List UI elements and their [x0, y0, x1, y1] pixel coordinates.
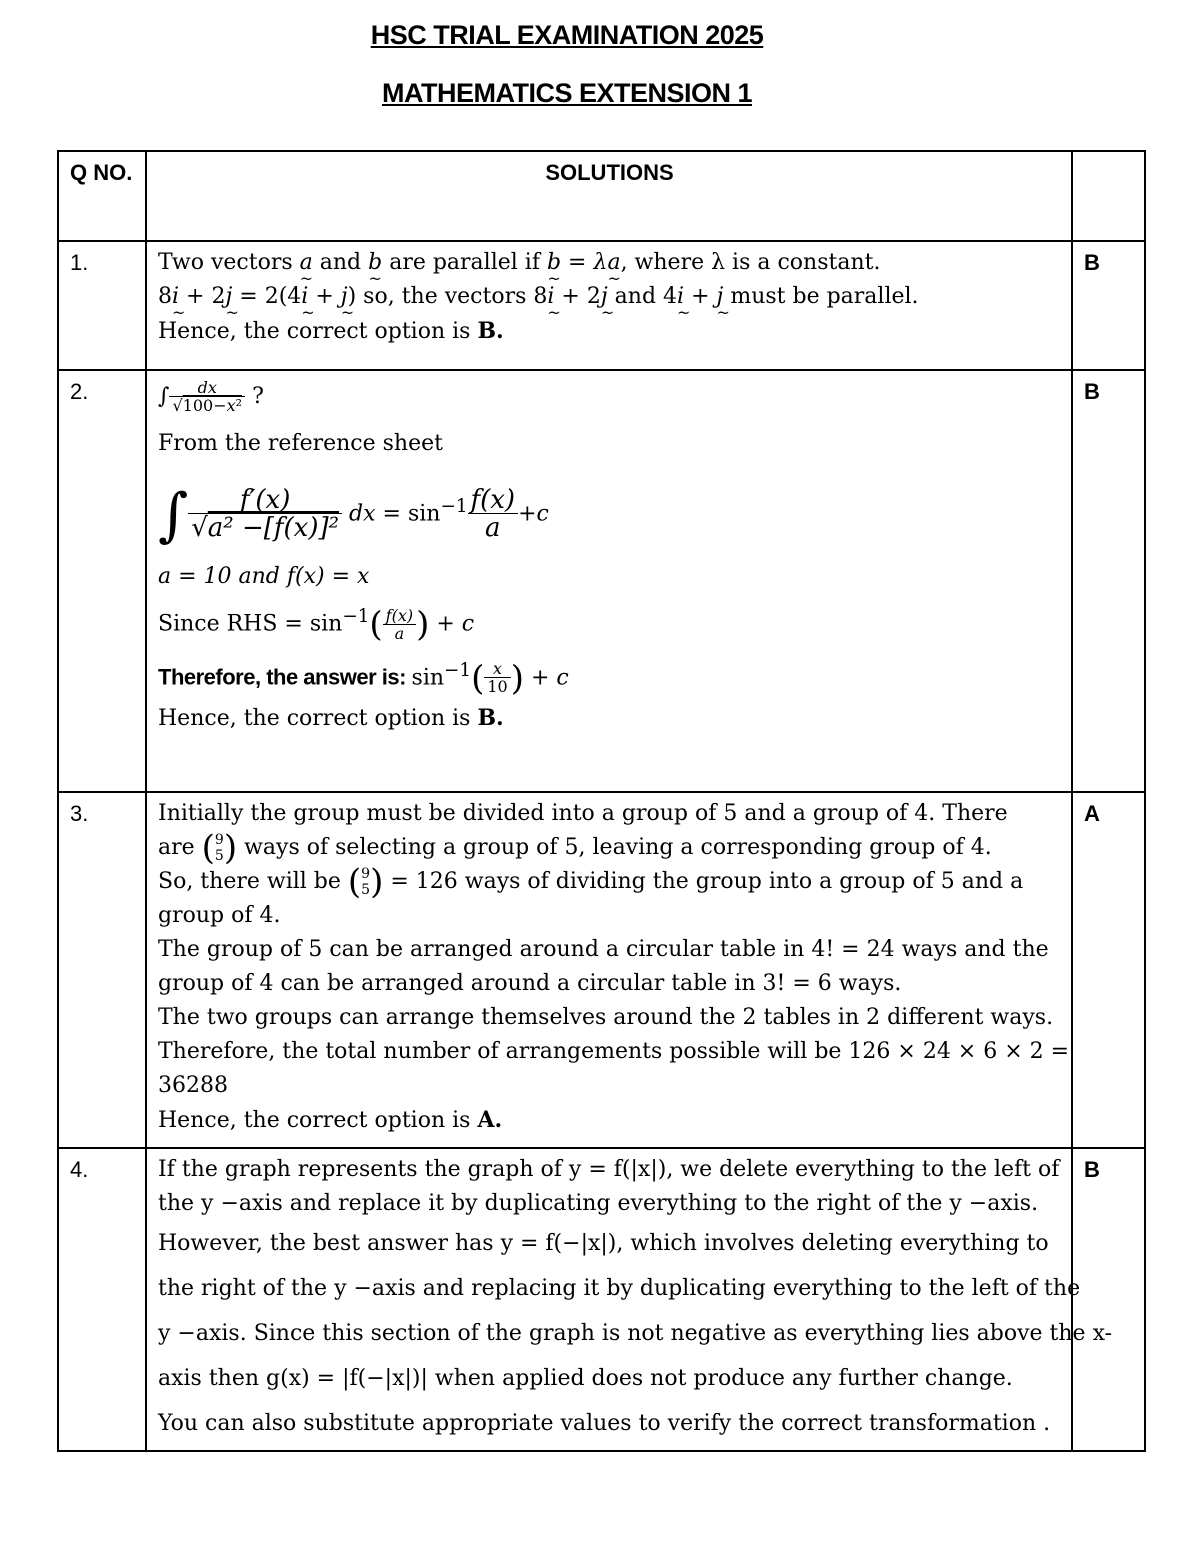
solution-line: are (9 5) ways of selecting a group of 5, leaving a corresponding group of 4.: [158, 828, 992, 868]
question-number: 3.: [58, 792, 146, 1148]
exam-subtitle: MATHEMATICS EXTENSION 1: [381, 78, 753, 108]
answer-cell: B: [1072, 241, 1145, 370]
solution-line: Hence, the correct option is A.: [158, 1107, 503, 1133]
solution-line: 36288: [158, 1073, 228, 1098]
table-row: [58, 1148, 1145, 1451]
answer-cell: B: [1072, 370, 1145, 792]
solution-cell: [146, 792, 1072, 1148]
solution-line: y −axis. Since this section of the graph is not negative as everything lies above the x-: [158, 1321, 1113, 1346]
solution-line: Two vectors a ~ and b ~ are parallel if b ~ = λa ~, where λ is a constant.: [158, 246, 1061, 280]
solution-line: The group of 5 can be arranged around a circular table in 4! = 24 ways and the: [158, 937, 1049, 962]
table-header-row: [58, 151, 1145, 241]
table-row: [58, 792, 1145, 1148]
solution-line: However, the best answer has y = f(−|x|), which involves deleting everything to: [158, 1231, 1049, 1256]
table-row: [58, 241, 1145, 370]
solution-line: Since RHS = $\sin^{-1}$( $\frac{f(x)}{a}$ ) + c: [158, 604, 475, 645]
solution-line: Therefore, the total number of arrangements possible will be 126 × 24 × 6 × 2 =: [158, 1039, 1070, 1064]
answer-cell: B: [1072, 1148, 1145, 1451]
header-qno: Q NO.: [58, 151, 146, 241]
solution-cell: [146, 370, 1072, 792]
reference-formula: ∫ $\frac{f'(x)}{\text{√a² −[f(x)]²}}$ dx = $\sin^{-1}$ $\frac{f(x)}{a}$ +c: [158, 480, 549, 549]
answer-cell: A: [1072, 792, 1145, 1148]
solution-line: So, there will be (9 5) = 126 ways of dividing the group into a group of 5 and a: [158, 862, 1024, 902]
solution-line: Initially the group must be divided into a group of 5 and a group of 4. There: [158, 801, 1008, 826]
solutions-table: [57, 150, 1146, 1452]
header-solutions: SOLUTIONS: [146, 151, 1072, 241]
solution-line: the right of the y −axis and replacing it by duplicating everything to the left of the: [158, 1276, 1081, 1301]
solution-line: From the reference sheet: [158, 431, 443, 456]
table-row: [58, 370, 1145, 792]
solution-line: axis then g(x) = |f(−|x|)| when applied does not produce any further change.: [158, 1366, 1013, 1391]
solution-line: If the graph represents the graph of y = f(|x|), we delete everything to the left of: [158, 1157, 1060, 1182]
question-number: 1.: [58, 241, 146, 370]
exam-title: HSC TRIAL EXAMINATION 2025: [370, 20, 764, 50]
solution-line: You can also substitute appropriate values to verify the correct transformation .: [158, 1411, 1051, 1436]
question-number: 2.: [58, 370, 146, 792]
solution-line: a = 10 and f(x) = x: [158, 564, 370, 590]
solution-cell: [146, 1148, 1113, 1451]
header-answer: [1072, 151, 1145, 241]
solution-line: Hence, the correct option is B.: [158, 318, 504, 344]
solution-line: group of 4 can be arranged around a circular table in 3! = 6 ways.: [158, 971, 902, 996]
question-number: 4.: [58, 1148, 146, 1451]
solution-line: the y −axis and replace it by duplicating everything to the right of the y −axis.: [158, 1191, 1039, 1216]
solution-line: 8i ~ + 2j ~ = 2(4i ~ + j ~) so, the vectors 8i ~ + 2j ~ and 4i ~ + j ~ must be parallel.: [158, 280, 1061, 314]
solution-line: Therefore, the answer is: $\sin^{-1}$( $\frac{x}{10}$ ) + c: [158, 657, 569, 698]
solution-line: group of 4.: [158, 903, 281, 928]
integral-question: ∫ $\frac{dx}{\text{√100−x²}}$ ?: [158, 378, 264, 415]
solution-line: The two groups can arrange themselves around the 2 tables in 2 different ways.: [158, 1005, 1054, 1030]
solution-line: Hence, the correct option is B.: [158, 704, 504, 731]
solution-cell: [146, 241, 1072, 370]
